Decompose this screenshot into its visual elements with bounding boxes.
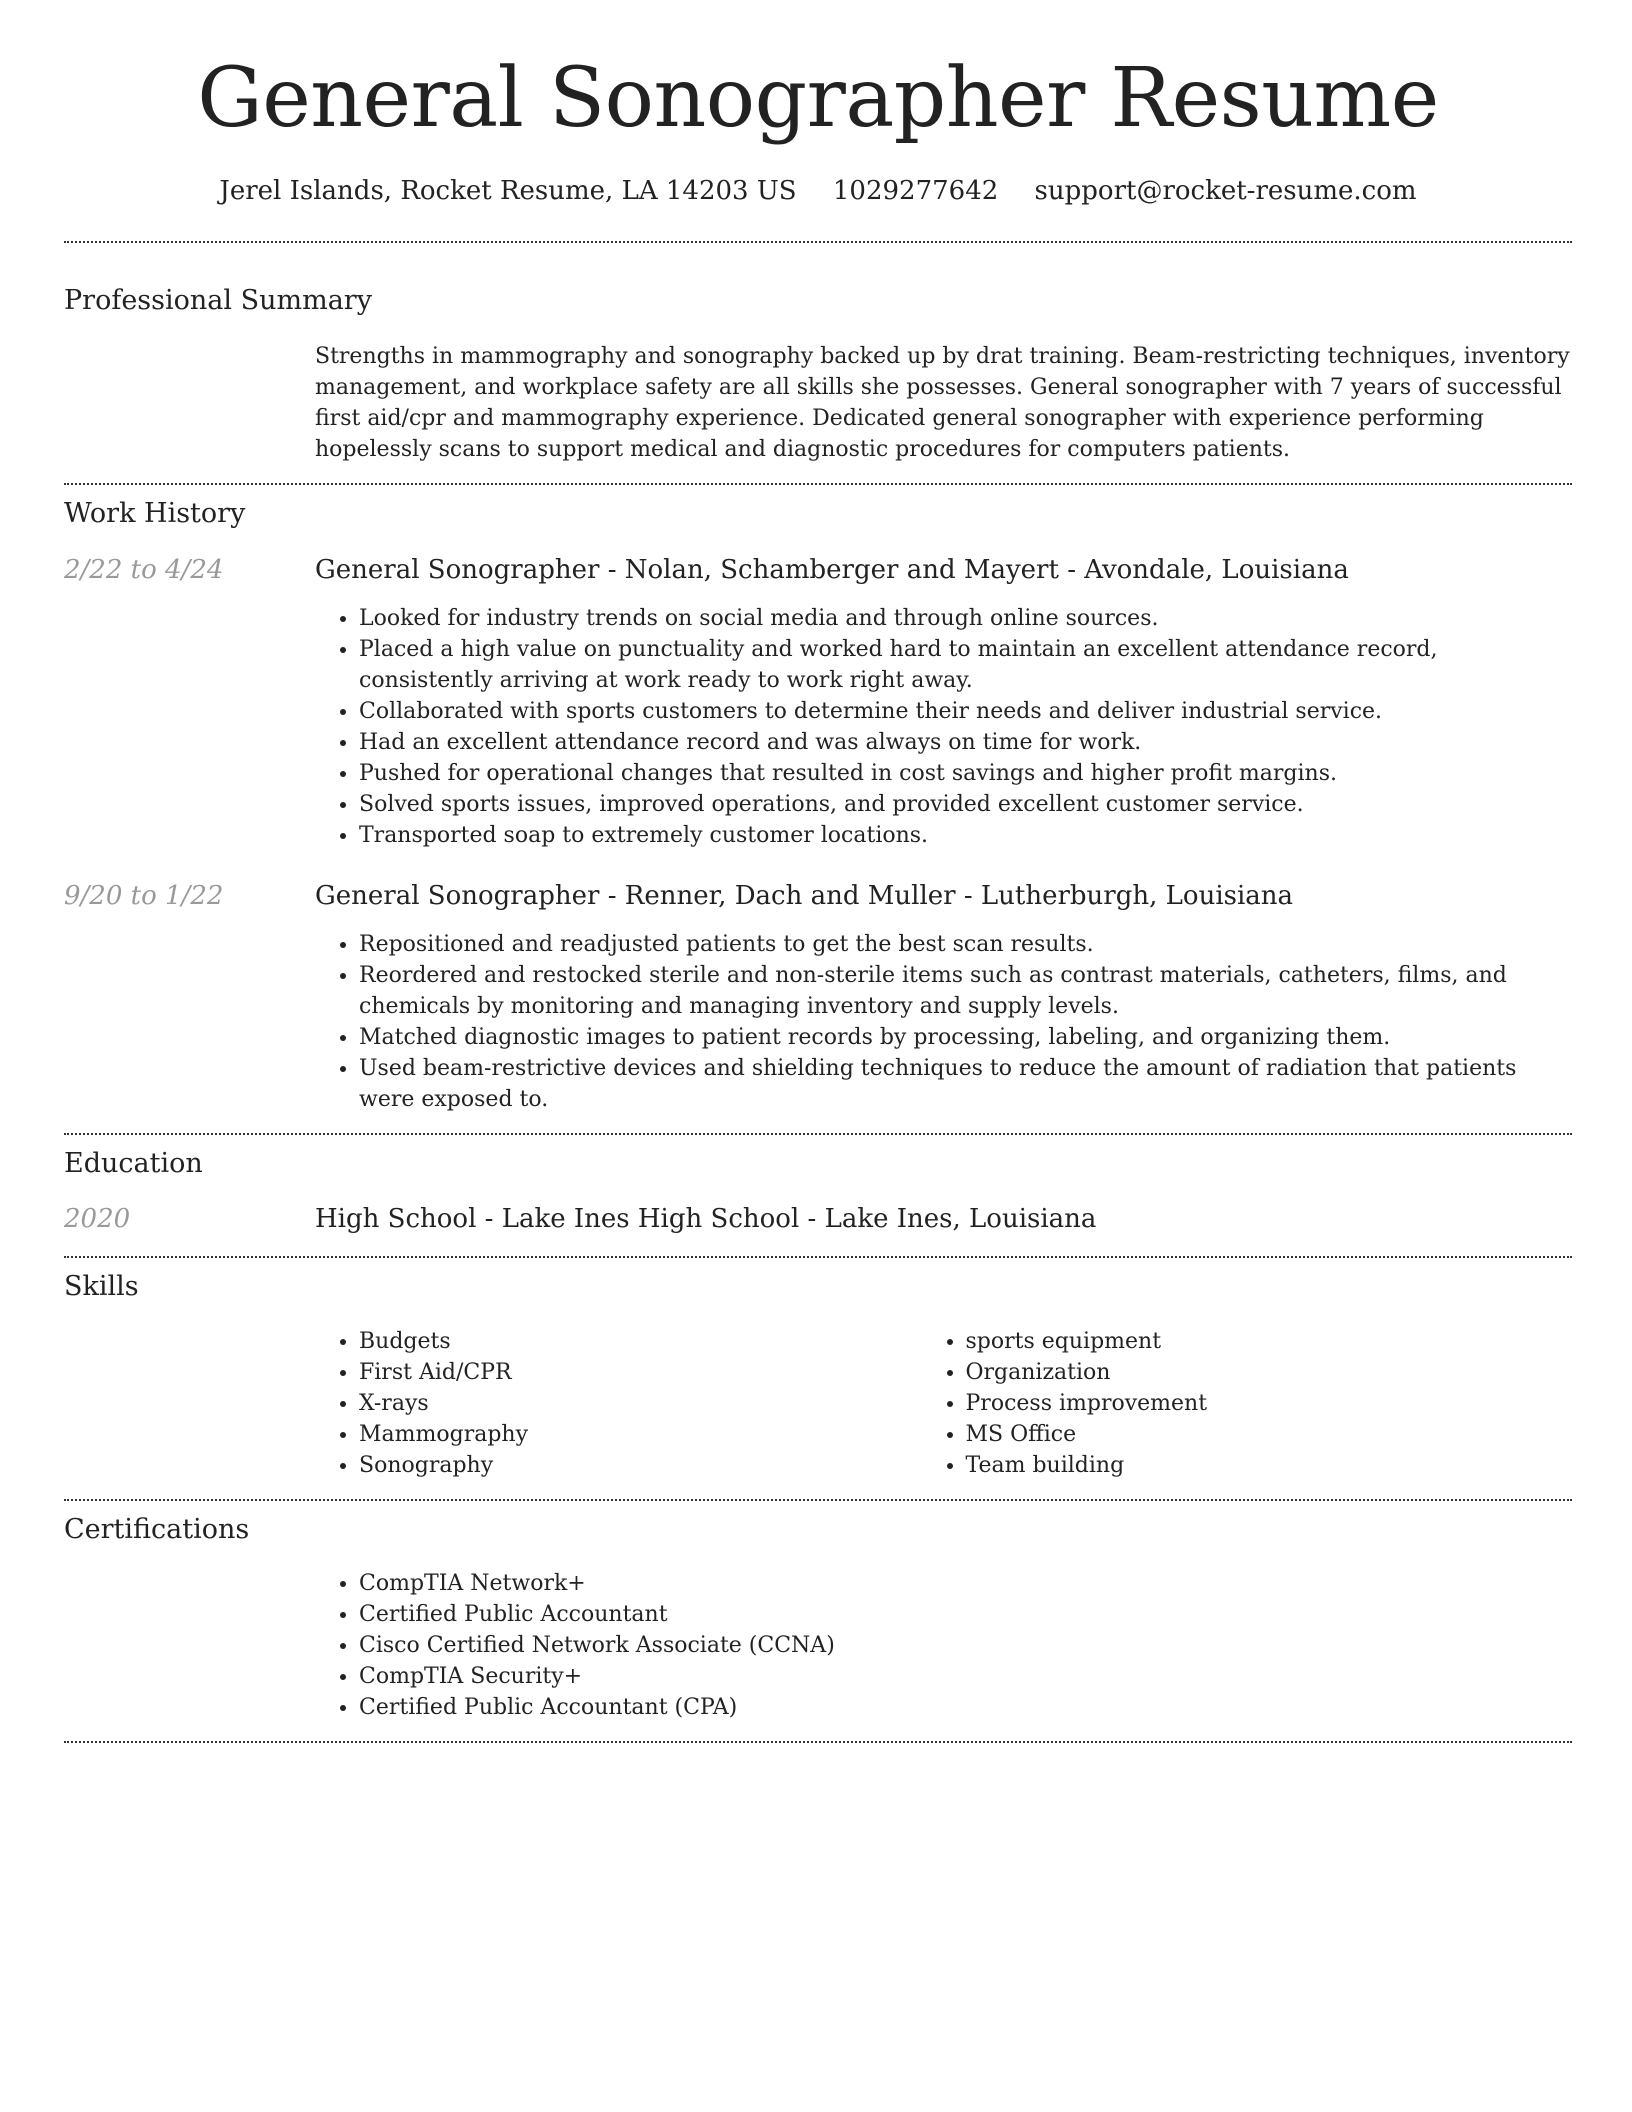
list-item: • Placed a high value on punctuality and worked hard to maintain an excellent attendance record, consistently arriving at work ready to work right away. — [359, 634, 1572, 696]
divider — [64, 483, 1572, 485]
job-title: General Sonographer - Nolan, Schamberger and Mayert - Avondale, Louisiana — [315, 554, 1349, 585]
resume-page — [64, 0, 1572, 1743]
skills-column-right — [966, 1326, 1573, 1481]
list-item: • Used beam-restrictive devices and shielding techniques to reduce the amount of radiation that patients were exposed to. — [359, 1053, 1572, 1115]
list-item: • Pushed for operational changes that resulted in cost savings and higher profit margins. — [359, 758, 1572, 789]
list-item: • First Aid/CPR — [359, 1357, 966, 1388]
list-item: • CompTIA Network+ — [359, 1568, 1572, 1599]
contact-line — [64, 176, 1572, 206]
divider — [64, 1499, 1572, 1501]
contact-address: Jerel Islands, Rocket Resume, LA 14203 US — [219, 176, 797, 206]
skills-list — [359, 1326, 1572, 1481]
contact-phone: 1029277642 — [832, 176, 999, 206]
list-item: • Process improvement — [966, 1388, 1573, 1419]
list-item: • Had an excellent attendance record and was always on time for work. — [359, 727, 1572, 758]
list-item: • CompTIA Security+ — [359, 1661, 1572, 1692]
list-item: • MS Office — [966, 1419, 1573, 1450]
education-date: 2020 — [64, 1204, 131, 1235]
certifications-list — [359, 1568, 1572, 1723]
list-item: • Sonography — [359, 1450, 966, 1481]
contact-email: support@rocket-resume.com — [1034, 176, 1417, 206]
divider — [64, 1256, 1572, 1258]
section-title-work-history: Work History — [64, 498, 246, 530]
list-item: • Budgets — [359, 1326, 966, 1357]
education-title: High School - Lake Ines High School - Lake Ines, Louisiana — [315, 1204, 1097, 1235]
section-title-summary: Professional Summary — [64, 285, 372, 316]
job-title: General Sonographer - Renner, Dach and Muller - Lutherburgh, Louisiana — [315, 880, 1294, 911]
job-bullets — [359, 929, 1572, 1115]
list-item: • Looked for industry trends on social media and through online sources. — [359, 603, 1572, 634]
list-item: • Cisco Certified Network Associate (CCNA) — [359, 1630, 1572, 1661]
job-dates: 2/22 to 4/24 — [64, 554, 224, 585]
summary-text: Strengths in mammography and sonography backed up by drat training. Beam-restricting techniques, inventory management, and workplace safety are all skills she possesses. General sonographer with 7 years of successful first aid/cpr and mammography experience. Dedicated general sonographer with experience performing hopelessly scans to support medical and diagnostic procedures for computers patients. — [315, 344, 1570, 463]
list-item: • Reordered and restocked sterile and non-sterile items such as contrast materials, catheters, films, and chemicals by monitoring and managing inventory and supply levels. — [359, 960, 1572, 1022]
list-item: • Matched diagnostic images to patient records by processing, labeling, and organizing them. — [359, 1022, 1572, 1053]
list-item: • X-rays — [359, 1388, 966, 1419]
section-title-certifications: Certifications — [64, 1513, 250, 1545]
list-item: • Certified Public Accountant — [359, 1599, 1572, 1630]
list-item: • Collaborated with sports customers to determine their needs and deliver industrial service. — [359, 696, 1572, 727]
divider — [64, 1741, 1572, 1743]
skills-column-left — [359, 1326, 966, 1481]
list-item: • Transported soap to extremely customer locations. — [359, 820, 1572, 851]
job-header — [64, 881, 1572, 911]
divider — [64, 1133, 1572, 1135]
section-title-skills: Skills — [64, 1271, 139, 1303]
list-item: • sports equipment — [966, 1326, 1573, 1357]
divider — [64, 241, 1572, 243]
list-item: • Organization — [966, 1357, 1573, 1388]
list-item: • Repositioned and readjusted patients to get the best scan results. — [359, 929, 1572, 960]
list-item: • Mammography — [359, 1419, 966, 1450]
job-bullets — [359, 603, 1572, 851]
education-entry — [64, 1204, 1572, 1234]
resume-title: General Sonographer Resume — [197, 51, 1439, 146]
list-item: • Certified Public Accountant (CPA) — [359, 1692, 1572, 1723]
list-item: • Team building — [966, 1450, 1573, 1481]
job-dates: 9/20 to 1/22 — [64, 880, 224, 911]
job-header — [64, 555, 1572, 585]
section-title-education: Education — [64, 1147, 203, 1179]
list-item: • Solved sports issues, improved operations, and provided excellent customer service. — [359, 789, 1572, 820]
